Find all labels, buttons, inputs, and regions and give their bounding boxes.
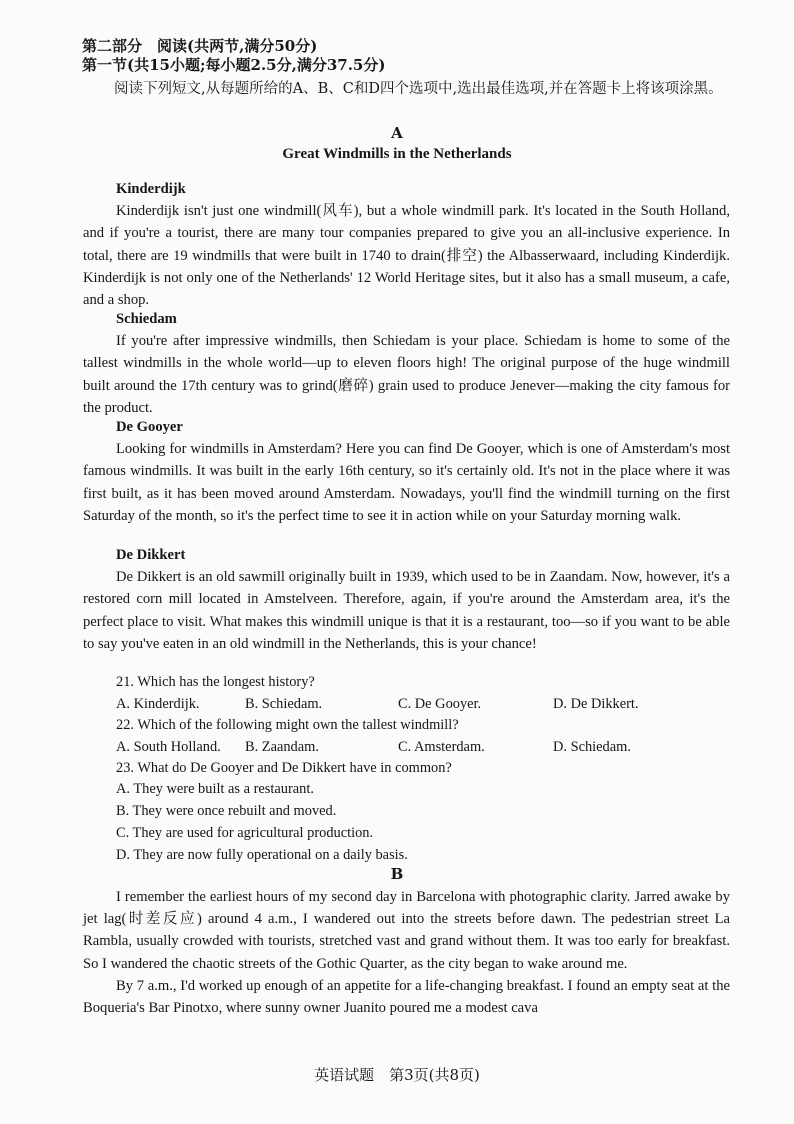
page-footer: 英语试题 第3页(共8页) [314, 1066, 480, 1084]
question-option: B. They were once rebuilt and moved. [116, 803, 337, 819]
passage-a-letter: A [391, 124, 403, 142]
question-option: A. South Holland. [116, 739, 221, 755]
question-option: C. They are used for agricultural production. [116, 825, 374, 841]
passage-a-title: Great Windmills in the Netherlands [282, 146, 512, 162]
question-option: D. Schiedam. [553, 739, 631, 755]
question-option: C. Amsterdam. [398, 739, 485, 755]
section-paragraph: Looking for windmills in Amsterdam? Here you can find De Gooyer, which is one of Amsterdam's most famous windmills. It was built in the early 16th century, so it's certainly old. It's not in the place where it was first built, as it has been moved around Amsterdam. Nowadays, you'll find the windmill turning on the first Saturday of the month, so it's the perfect time to see it in action while on your Saturday morning walk. [83, 441, 730, 524]
passage-b-paragraph: By 7 a.m., I'd worked up enough of an appetite for a life-changing breakfast. I found an empty seat at the Boqueria's Bar Pinotxo, where sunny owner Juanito poured me a modest cava [83, 977, 730, 1017]
section-paragraph: Kinderdijk isn't just one windmill(风车), but a whole windmill park. It's located in the South Holland, and if you're a tourist, there are many tour companies prepared to give you an all-inclusive experience. In total, there are 19 windmills that were built in 1740 to drain(排空) the Albasserwaard, including Kinderdijk. Kinderdijk is not only one of the Netherlands' 12 World Heritage sites, but it also has a small museum, a cafe, and a shop. [83, 203, 730, 309]
question-stem: 23. What do De Gooyer and De Dikkert have in common? [116, 760, 452, 776]
section-heading: De Dikkert [116, 547, 186, 563]
passage-b-paragraph: I remember the earliest hours of my second day in Barcelona with photographic clarity. Jarred awake by jet lag(时差反应) around 4 a.m., I wandered out into the streets before dawn. The pedestrian street La Rambla, usually crowded with tourists, stretched vast and grand without them. It was too early for breakfast. So I wandered the chaotic streets of the Gothic Quarter, as the city began to wake around me. [83, 889, 730, 972]
section-heading: Kinderdijk [116, 181, 186, 197]
question-option: A. Kinderdijk. [116, 696, 200, 712]
passage-b-letter: B [390, 865, 404, 883]
question-option: D. They are now fully operational on a daily basis. [116, 847, 408, 863]
passage-a-section-de-dikkert [83, 544, 730, 655]
question-option: C. De Gooyer. [398, 696, 482, 712]
passage-a-section-de-gooyer [83, 416, 730, 527]
section-heading: Schiedam [116, 311, 177, 327]
question-stem: 21. Which has the longest history? [116, 674, 315, 690]
part-title: 第二部分 阅读(共两节,满分50分) [82, 37, 318, 55]
question-stem: 22. Which of the following might own the tallest windmill? [116, 717, 459, 733]
passage-a-section-schiedam [83, 308, 730, 419]
section-paragraph: De Dikkert is an old sawmill originally built in 1939, which used to be in Zaandam. Now, however, it's a restored corn mill located in Amstelveen. Therefore, again, if you're around the Amsterdam area, it's the perfect place to visit. What makes this windmill unique is that it is a restaurant, too—so if you want to be able to say you've eaten in an old windmill in the Netherlands, this is your chance! [83, 569, 730, 652]
question-option: B. Schiedam. [245, 696, 323, 712]
passage-a-section-kinderdijk [83, 178, 730, 311]
question-option: B. Zaandam. [245, 739, 319, 755]
instruction: 阅读下列短文,从每题所给的A、B、C和D四个选项中,选出最佳选项,并在答题卡上将该项涂黑。 [114, 81, 723, 97]
question-option: D. De Dikkert. [553, 696, 639, 712]
question-option: A. They were built as a restaurant. [116, 781, 314, 797]
section-title: 第一节(共15小题;每小题2.5分,满分37.5分) [82, 56, 386, 74]
passage-b [83, 886, 730, 1019]
section-paragraph: If you're after impressive windmills, then Schiedam is your place. Schiedam is home to some of the tallest windmills in the whole world—up to eleven floors high! The original purpose of the huge windmill built around the 17th century was to grind(磨碎) grain used to produce Jenever—making the city famous for the product. [83, 333, 730, 416]
section-heading: De Gooyer [116, 419, 183, 435]
